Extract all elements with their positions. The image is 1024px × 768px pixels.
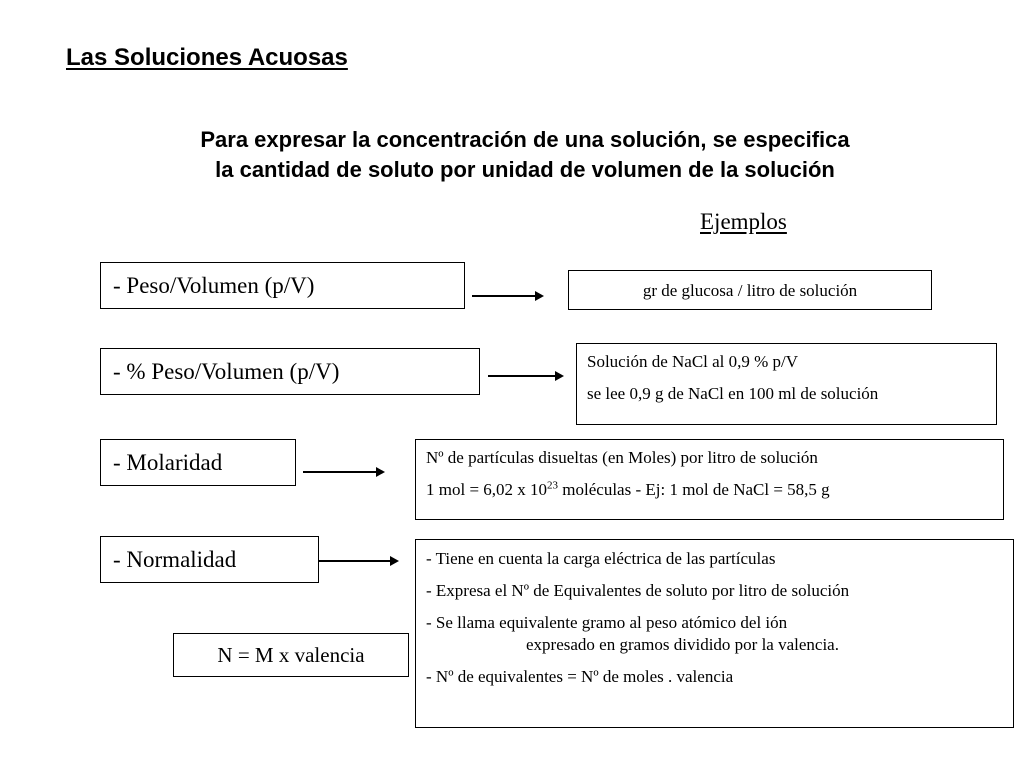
arrow-right-icon [472, 290, 544, 302]
arrow-right-icon [319, 555, 399, 567]
example-line: expresado en gramos dividido por la valencia. [526, 635, 839, 654]
example-box-molaridad [415, 439, 1004, 520]
concept-box-molaridad [100, 439, 296, 486]
example-line-avogadro: 1 mol = 6,02 x $10^{23}$ moléculas - Ej: 1 mol de NaCl = 58,5 g [426, 479, 830, 499]
concept-label: - Peso/Volumen (p/V) [113, 272, 315, 298]
arrow-right-icon [488, 370, 564, 382]
page-title: Las Soluciones Acuosas [66, 44, 348, 71]
subtitle-line-1: Para expresar la concentración de una solución, se especifica [200, 127, 850, 152]
example-line: - Se llama equivalente gramo al peso atómico del ión [426, 613, 788, 632]
concept-box-porcentaje-peso-volumen [100, 348, 480, 395]
concept-box-normalidad [100, 536, 319, 583]
subtitle [60, 125, 990, 185]
example-box-normalidad [415, 539, 1014, 728]
concept-box-peso-volumen [100, 262, 465, 309]
concept-label: - % Peso/Volumen (p/V) [113, 358, 340, 384]
example-box-peso-volumen [568, 270, 932, 310]
concept-label: - Molaridad [113, 449, 223, 475]
example-line: - Expresa el Nº de Equivalentes de soluto por litro de solución [426, 581, 850, 600]
example-line: gr de glucosa / litro de solución [642, 281, 858, 300]
formula: N = M x valencia [217, 642, 365, 667]
concept-label: - Normalidad [113, 546, 237, 572]
subtitle-line-2: la cantidad de soluto por unidad de volumen de la solución [215, 157, 835, 182]
example-box-porcentaje-peso-volumen [576, 343, 997, 425]
arrow-right-icon [303, 466, 385, 478]
example-line: - Tiene en cuenta la carga eléctrica de las partículas [426, 549, 776, 568]
example-line: Solución de NaCl al 0,9 % p/V [587, 352, 799, 371]
example-line: - Nº de equivalentes = Nº de moles . valencia [426, 667, 734, 686]
example-line: se lee 0,9 g de NaCl en 100 ml de solución [587, 384, 879, 403]
example-line: Nº de partículas disueltas (en Moles) por litro de solución [426, 448, 818, 467]
formula-box [173, 633, 409, 677]
examples-heading: Ejemplos [700, 209, 787, 234]
